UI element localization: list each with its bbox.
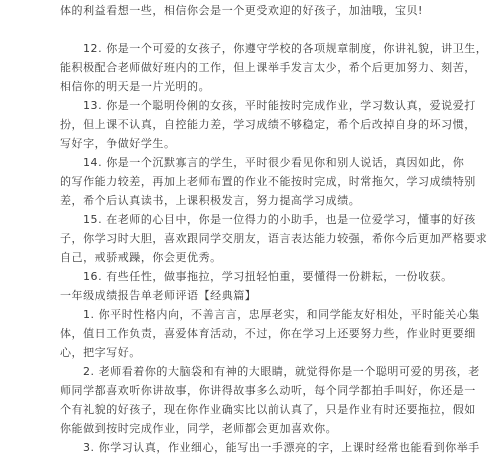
text-line: 能积极配合老师做好班内的工作，但上课举手发言太少，希个后更加努力、刻苦，: [60, 61, 476, 74]
text-line: 13. 你是一个聪明伶俐的女孩，平时能按时完成作业，学习数认真，爱说爱打: [83, 99, 476, 112]
text-line: 师同学都喜欢听你讲故事，你讲得故事多么动听，每个同学都拍手叫好，你还是一: [60, 384, 476, 397]
text-line: 自己，戒骄戒躁，你会更优秀。: [60, 251, 222, 264]
text-line: 15. 在老师的心目中，你是一位得力的小助手，也是一位爱学习，懂事的好孩: [83, 213, 476, 226]
text-line: 12. 你是一个可爱的女孩子，你遵守学校的各项规章制度，你讲礼貌，讲卫生，: [83, 42, 488, 55]
text-line: 心，把字写好。: [60, 346, 141, 359]
text-line: 个有礼貌的好孩子，现在你作业确实比以前认真了，只是作业有时还要拖拉，假如: [60, 403, 476, 416]
text-line: 3. 你学习认真，作业细心，能写出一手漂亮的字，上课时经常也能看到你举手: [83, 441, 480, 454]
text-line: 14. 你是一个沉默寡言的学生，平时很少看见你和别人说话，真因如此，你: [83, 156, 465, 169]
text-line: 写好字，争做好学生。: [60, 137, 176, 150]
section-heading: 一年级成绩报告单老师评语【经典篇】: [60, 289, 257, 302]
text-line: 扮，但上课不认真，自控能力差，学习成绩不够稳定，希个后改掉自身的坏习惯，: [60, 118, 476, 131]
text-line: 体的利益看想一些，相信你会是一个更受欢迎的好孩子，加油哦，宝贝!: [60, 4, 424, 17]
text-line: 1. 你平时性格内向，不善言言，忠厚老实，和同学能友好相处，平时能关心集: [83, 308, 480, 321]
text-line: 相信你的明天是一片光明的。: [60, 80, 211, 93]
text-line: 子，你学习时大胆，喜欢跟同学交朋友，语言表达能力较强，希你今后更加严格要求: [60, 232, 488, 245]
text-line: 体，值日工作负责，喜爱体育活动，不过，你在学习上还要努力些，作业时更要细: [60, 327, 476, 340]
text-line: 差，希个后认真读书，上课积极发言，努力提高学习成绩。: [60, 194, 361, 207]
text-line: 2. 老师看着你的大脑袋和有神的大眼睛，就觉得你是一个聪明可爱的男孩，老: [83, 365, 480, 378]
text-line: 你能做到按时完成作业，同学，老师都会更加喜欢你。: [60, 422, 338, 435]
text-line: 的写作能力较差，再加上老师布置的作业不能按时完成，时常拖欠，学习成绩特别: [60, 175, 476, 188]
text-line: 16. 有些任性，做事拖拉，学习扭轻怕重，要懂得一份耕耘，一份收获。: [83, 270, 453, 283]
